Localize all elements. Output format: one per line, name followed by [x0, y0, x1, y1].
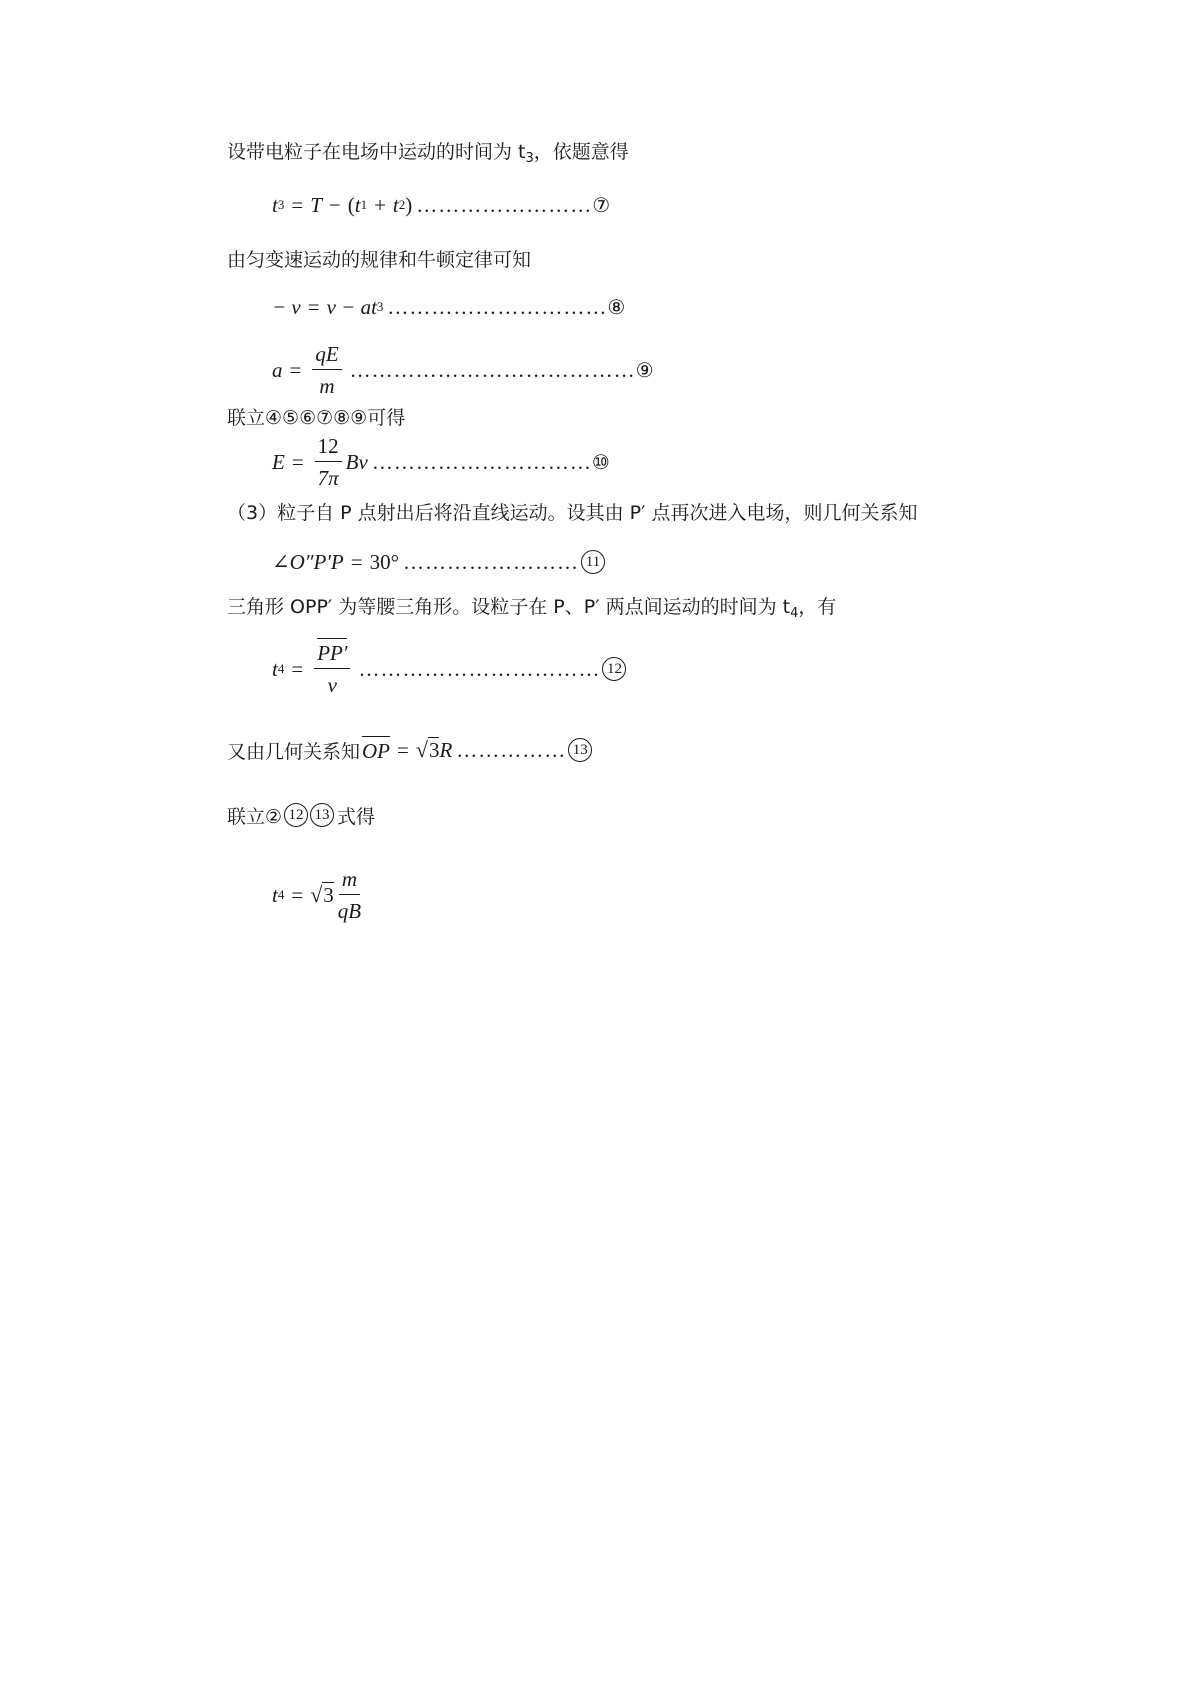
- eq10-fraction: [315, 433, 342, 492]
- eq7-lp: (: [347, 192, 355, 217]
- paragraph-part-3: [227, 498, 917, 525]
- eq10-denominator: 7π: [317, 466, 339, 490]
- p6-dots: ……………: [456, 737, 567, 762]
- paragraph-geometry: [227, 733, 592, 767]
- p6-R: R: [439, 737, 453, 762]
- p5-text: 三角形 OPP′ 为等腰三角形。设粒子在 P、P′ 两点间运动的时间为 t: [227, 596, 791, 618]
- p6-op-overline: OP: [362, 736, 390, 764]
- p5-sub: 4: [790, 606, 799, 621]
- final-sqrt: [310, 882, 334, 908]
- eq7-eq: =: [291, 192, 304, 217]
- p6-radicand: 3: [428, 738, 440, 762]
- eq10-dots: …………………………: [371, 449, 592, 474]
- equation-12: [272, 636, 626, 702]
- eq7-b-sub: 2: [398, 197, 406, 212]
- p1-tail: ，依题意得: [533, 141, 629, 163]
- eq7-plus: +: [374, 192, 386, 217]
- eq9-denominator: m: [319, 374, 335, 398]
- eq9-fraction: [312, 341, 341, 400]
- eq11-rhs: 30°: [369, 549, 400, 574]
- equation-11: [272, 546, 605, 578]
- p7-text-b: 式得: [337, 805, 376, 828]
- eq7-lhs-sub: 3: [277, 197, 285, 212]
- eq12-eq: =: [291, 656, 304, 681]
- eq9-numerator: qE: [312, 341, 341, 370]
- paragraph-time-in-field: [227, 137, 629, 166]
- paragraph-kinematics: [227, 245, 531, 272]
- eq12-lhs: t: [272, 656, 278, 681]
- final-numerator: m: [339, 866, 360, 895]
- eq7-T: T: [310, 192, 322, 217]
- p1-sub: 3: [525, 151, 534, 166]
- eq10-lhs: E: [272, 449, 285, 474]
- equation-7: [272, 190, 610, 220]
- equation-9: [272, 340, 654, 400]
- eq12-numerator-overline: PP′: [317, 638, 347, 665]
- p6-radical-sign: √: [415, 737, 428, 762]
- eq9-dots: …………………………………: [349, 357, 636, 382]
- eq9-eq: =: [289, 357, 302, 382]
- eq12-denominator: v: [327, 673, 337, 697]
- p5-tail: ，有: [798, 596, 837, 618]
- p1-text: 设带电粒子在电场中运动的时间为 t: [227, 141, 526, 163]
- equation-final: [272, 862, 365, 928]
- final-lhs-sub: 4: [277, 887, 285, 902]
- eq8-dots: …………………………: [387, 294, 608, 319]
- eq12-fraction: [314, 640, 350, 699]
- eq11-dots: ……………………: [403, 549, 580, 574]
- eq7-a: t: [354, 192, 361, 217]
- eq7-b: t: [392, 192, 399, 217]
- eq10-tail: Bv: [345, 449, 368, 474]
- eq9-number: ⑨: [635, 358, 654, 382]
- eq11-number: 11: [581, 550, 605, 574]
- eq7-minus: −: [328, 192, 341, 217]
- eq10-numerator: 12: [315, 433, 342, 462]
- eq7-dots: ……………………: [416, 192, 593, 217]
- p7-number-b: 13: [310, 803, 334, 827]
- eq7-rp: ): [405, 192, 413, 217]
- final-radicand: 3: [323, 883, 334, 907]
- p6-eq: =: [397, 737, 409, 762]
- eq7-a-sub: 1: [360, 197, 368, 212]
- equation-10: [272, 430, 610, 494]
- p2-text: 由匀变速运动的规律和牛顿定律可知: [227, 249, 532, 271]
- final-denominator: qB: [337, 899, 362, 923]
- p6-number: 13: [568, 738, 592, 762]
- paragraph-combine-1: [227, 403, 405, 430]
- eq7-number: ⑦: [592, 193, 611, 217]
- eq10-number: ⑩: [591, 450, 610, 474]
- eq8-rhs-sub: 3: [376, 299, 384, 314]
- final-radical-sign: √: [310, 882, 323, 907]
- final-lhs: t: [272, 882, 278, 907]
- p3-text: 联立④⑤⑥⑦⑧⑨可得: [227, 407, 406, 429]
- eq12-numerator: [314, 640, 350, 669]
- p7-text-a: 联立②: [227, 805, 283, 828]
- final-eq: =: [291, 882, 304, 907]
- final-fraction: [338, 866, 361, 925]
- eq11-expr: ∠O″P′P: [272, 549, 344, 574]
- p4-text: （3）粒子自 P 点射出后将沿直线运动。设其由 P′ 点再次进入电场，则几何关系知: [227, 502, 918, 524]
- eq8-number: ⑧: [607, 295, 626, 319]
- eq12-lhs-sub: 4: [277, 661, 285, 676]
- eq12-dots: ……………………………: [358, 656, 601, 681]
- equation-8: [272, 292, 625, 322]
- paragraph-isosceles: [227, 592, 836, 621]
- eq8-rhs: v − at: [326, 294, 377, 319]
- eq12-number: 12: [602, 657, 626, 681]
- p6-sqrt: [416, 737, 440, 763]
- paragraph-combine-2: [227, 800, 375, 830]
- eq11-eq: =: [350, 549, 363, 574]
- p6-text: 又由几何关系知: [227, 740, 361, 763]
- eq9-lhs: a: [272, 357, 283, 382]
- p7-number-a: 12: [284, 803, 308, 827]
- eq8-eq: =: [307, 294, 320, 319]
- eq8-lhs: − v: [272, 294, 301, 319]
- eq7-lhs: t: [272, 192, 278, 217]
- eq10-eq: =: [291, 449, 304, 474]
